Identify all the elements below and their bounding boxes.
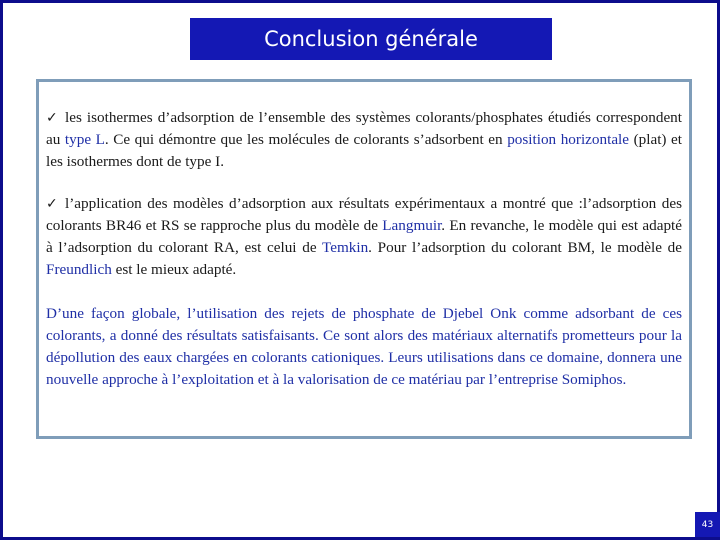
highlight-temkin: Temkin xyxy=(321,239,369,256)
highlight-type-l: type L xyxy=(64,131,105,148)
paragraph-text: . En revanche, le modèle qui est adapté à l’adsorption du colorant RA, est celui de xyxy=(46,217,683,256)
slide-title-text: Conclusion générale xyxy=(264,27,478,51)
conclusion-content-box xyxy=(36,79,692,439)
paragraph-text: l’application des modèles d’adsorption aux résultats expérimentaux a montré que :l’adsorption des colorants BR46 et RS se rapproche plus du modèle de xyxy=(46,195,682,234)
highlight-langmuir: Langmuir xyxy=(382,217,442,234)
paragraph-text: . Ce qui démontre que les molécules de colorants s’adsorbent en xyxy=(104,131,508,148)
highlight-freundlich: Freundlich xyxy=(46,261,112,278)
paragraph-text: les isothermes d’adsorption de l’ensemble des systèmes colorants/phosphates étudiés correspondent au xyxy=(46,109,682,148)
page-number-badge xyxy=(695,512,720,537)
page-number: 43 xyxy=(701,519,714,530)
slide-title xyxy=(190,18,552,60)
check-mark-icon: ✓ xyxy=(46,110,58,126)
paragraph-text: (plat) et les isothermes dont de type I. xyxy=(46,131,682,170)
paragraph-text: est le mieux adapté. xyxy=(111,261,237,278)
conclusion-paragraph-summary: D’une façon globale, l’utilisation des rejets de phosphate de Djebel Onk comme adsorbant de ces colorants, a donné des résultats satisfaisants. Ce sont alors des matériaux alternatifs prometteurs pour la dépollution des eaux chargées en colorants cationiques. Leurs utilisations dans ce domaine, donnera une nouvelle approche à l’exploitation et à la valorisation de ce matériau par l’entreprise Somiphos. xyxy=(46,305,682,388)
conclusion-paragraph-isotherms xyxy=(46,107,682,173)
highlight-position-horizontale: position horizontale xyxy=(507,131,630,148)
check-mark-icon: ✓ xyxy=(46,196,58,212)
paragraph-text: . Pour l’adsorption du colorant BM, le modèle de xyxy=(368,239,682,256)
conclusion-paragraph-models xyxy=(46,193,682,281)
